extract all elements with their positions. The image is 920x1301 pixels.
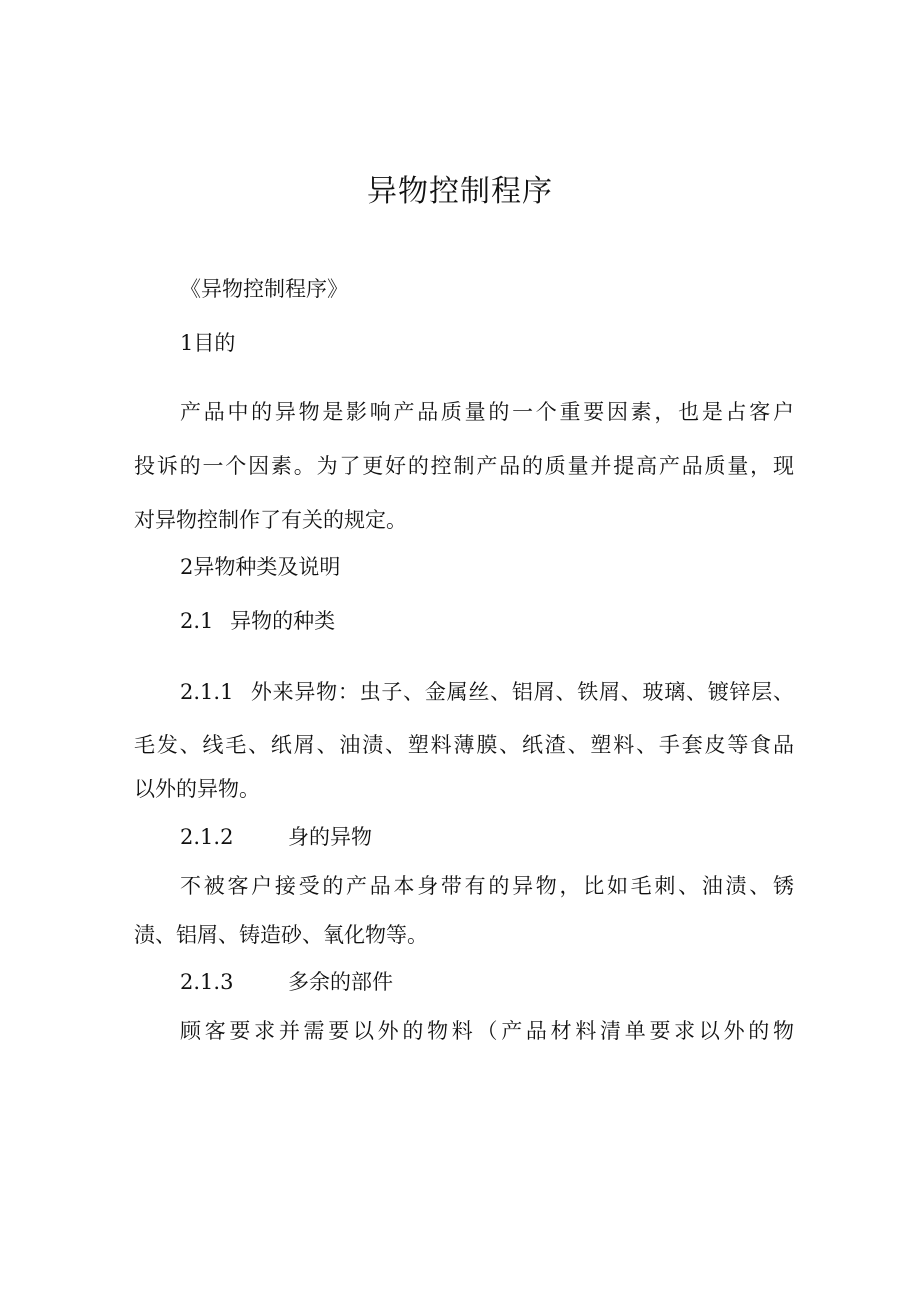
section-heading-2: 2异物种类及说明: [180, 555, 341, 579]
document-name-line: 《异物控制程序》: [180, 277, 348, 301]
paragraph-line: 对异物控制作了有关的规定。: [134, 508, 407, 532]
paragraph-line: 顾客要求并需要以外的物料（产品材料清单要求以外的物: [180, 1019, 794, 1043]
subsection-number: 2.1: [180, 609, 214, 633]
subsection-heading-2-1: [180, 606, 794, 636]
item-text: 身的异物: [288, 825, 372, 849]
item-number: 2.1.1: [180, 680, 234, 704]
section-heading-1: 1目的: [180, 331, 236, 355]
item-2-1-2-heading: [180, 822, 794, 852]
paragraph-line: 产品中的异物是影响产品质量的一个重要因素，也是占客户: [180, 400, 794, 424]
item-number: 2.1.3: [180, 970, 234, 994]
item-text: 多余的部件: [288, 970, 393, 994]
item-number: 2.1.2: [180, 825, 234, 849]
paragraph-line: 以外的异物。: [134, 777, 260, 801]
subsection-text: 异物的种类: [230, 609, 336, 633]
paragraph-line: 毛发、线毛、纸屑、油渍、塑料薄膜、纸渣、塑料、手套皮等食品: [134, 733, 794, 757]
paragraph-line: 渍、铝屑、铸造砂、氧化物等。: [134, 923, 428, 947]
item-text: 外来异物：虫子、金属丝、铝屑、铁屑、玻璃、镀锌层、: [250, 680, 794, 704]
paragraph-line: 投诉的一个因素。为了更好的控制产品的质量并提高产品质量，现: [134, 454, 794, 478]
item-2-1-3-heading: [180, 967, 794, 997]
item-2-1-1-line: [180, 677, 794, 707]
document-title: 异物控制程序: [367, 174, 553, 209]
paragraph-line: 不被客户接受的产品本身带有的异物，比如毛刺、油渍、锈: [180, 874, 794, 898]
